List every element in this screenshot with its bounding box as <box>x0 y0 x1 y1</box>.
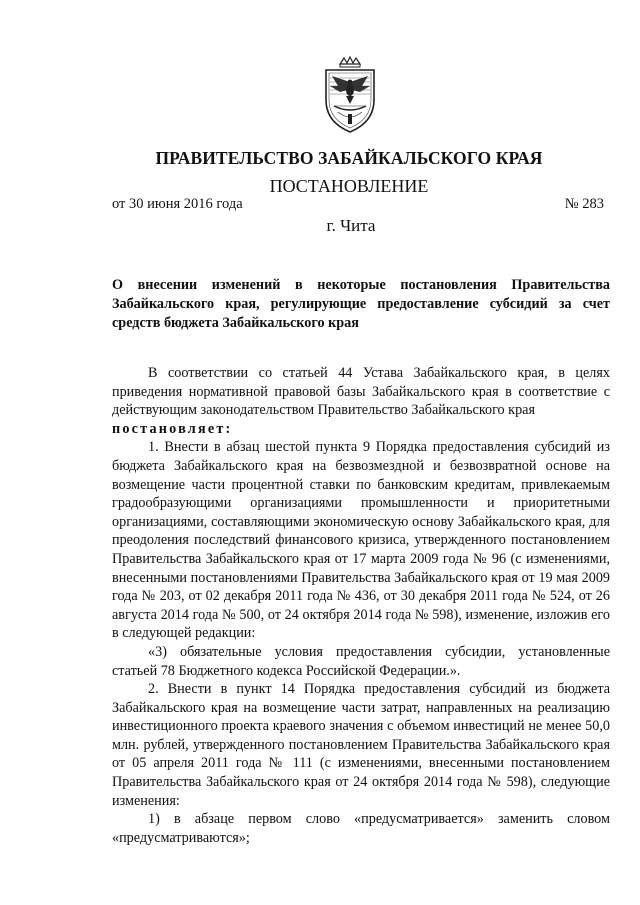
preamble-paragraph <box>112 364 610 438</box>
document-number: № 283 <box>564 196 604 212</box>
coat-of-arms-icon <box>318 56 382 134</box>
document-heading: О внесении изменений в некоторые постановления Правительства Забайкальского края, регулирующие предоставление субсидий за счет средств бюджета Забайкальского края <box>112 277 610 331</box>
item-2-paragraph: 2. Внести в пункт 14 Порядка предоставления субсидий из бюджета Забайкальского края на возмещение части затрат, направленных на реализацию инвестиционного проекта краевого значения с объемом инвестиций не менее 50,0 млн. рублей, утвержденного постановлением Правительства Забайкальского края от 05 апреля 2011 года № 111 (с изменениями, внесенными постановлением Правительства Забайкальского края от 24 октября 2014 года № 598), следующие изменения: <box>112 681 610 809</box>
document-date: от 30 июня 2016 года <box>112 196 243 212</box>
item-1-quote: «3) обязательные условия предоставления субсидии, установленные статьей 78 Бюджетного кодекса Российской Федерации.». <box>112 643 610 679</box>
item-1-paragraph: 1. Внести в абзац шестой пункта 9 Порядка предоставления субсидий из бюджета Забайкальского края на безвозмездной и безвозвратной основе на возмещение части процентной ставки по банковским кредитам, привлекаемым градообразующими организациями промышленности и приоритетными организациями, составляющими экономическую основу Забайкальского края, для преодоления последствий финансового кризиса, утвержденного постановлением Правительства Забайкальского края от 17 марта 2009 года № 96 (с изменениями, внесенными постановлениями Правительства Забайкальского края от 19 мая 2009 года № 203, от 02 декабря 2011 года № 436, от 30 декабря 2011 года № 524, от 26 августа 2014 года № 500, от 24 октября 2014 года № 598), изменение, изложив его в следующей редакции: <box>112 439 610 642</box>
item-2-subitem-1: 1) в абзаце первом слово «предусматривается» заменить словом «предусматриваются»; <box>112 811 610 846</box>
preamble-text: В соответствии со статьей 44 Устава Забайкальского края, в целях приведения нормативной правовой базы Забайкальского края в соответствие с действующим законодательством Правительство Забайкальского края <box>112 365 610 419</box>
document-type: ПОСТАНОВЛЕНИЕ <box>269 176 429 196</box>
document-city: г. Чита <box>326 216 376 235</box>
government-name: ПРАВИТЕЛЬСТВО ЗАБАЙКАЛЬСКОГО КРАЯ <box>155 148 543 168</box>
decree-word: постановляет: <box>112 420 233 437</box>
document-body <box>112 364 610 847</box>
